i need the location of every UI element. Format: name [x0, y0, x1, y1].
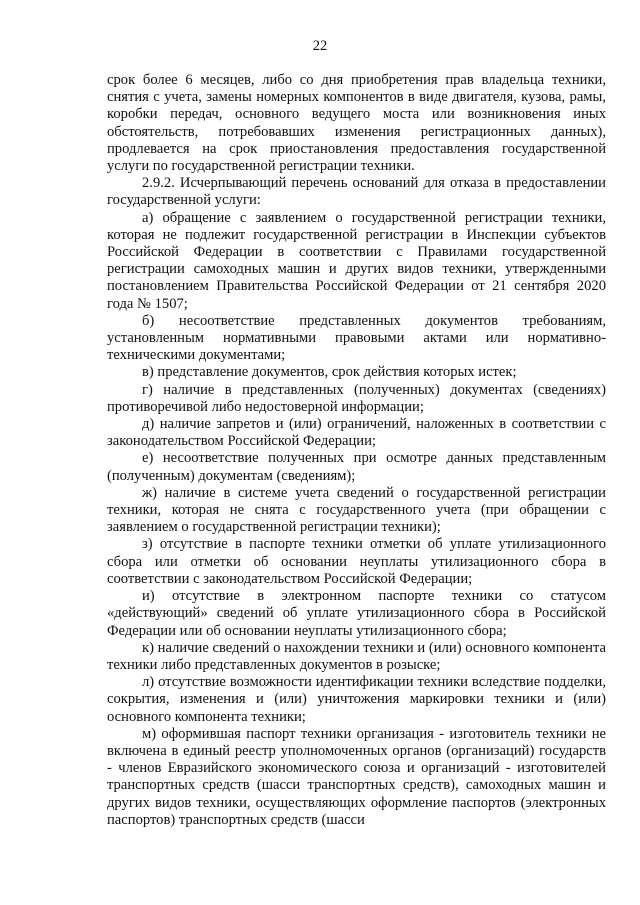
list-item-b: б) несоответствие представленных документов требованиям, установленным нормативными правовыми актами или нормативно-техническими документами;	[107, 312, 606, 364]
list-item-v: в) представление документов, срок действия которых истек;	[142, 364, 517, 381]
page-number: 22	[312, 38, 328, 54]
list-item-e: е) несоответствие полученных при осмотре данных представленным (полученным) документам (сведениям);	[107, 450, 606, 484]
list-item-zh: ж) наличие в системе учета сведений о государственной регистрации техники, которая не снята с государственного учета (при обращении с заявлением о государственной регистрации техники);	[107, 484, 606, 536]
document-body	[107, 72, 606, 829]
list-item-a: а) обращение с заявлением о государственной регистрации техники, которая не подлежит государственной регистрации в Инспекции субъектов Российской Федерации в соответствии с Правилами государственной регистрации самоходных машин и других видов техники, утвержденными постановлением Правительства Российской Федерации от 21 сентября 2020 года № 1507;	[107, 209, 606, 312]
list-item-k: к) наличие сведений о нахождении техники и (или) основного компонента техники либо представленных документов в розыске;	[107, 639, 606, 673]
list-item-m: м) оформившая паспорт техники организация - изготовитель техники не включена в единый реестр уполномоченных органов (организаций) государств - членов Евразийского экономического союза и организаций - изготовителей транспортных средств (шасси транспортных средств), самоходных машин и других видов техники, осуществляющих оформление паспортов (электронных паспортов) транспортных средств (шасси	[107, 725, 606, 828]
list-item-g: г) наличие в представленных (полученных) документах (сведениях) противоречивой либо недостоверной информации;	[107, 381, 606, 415]
paragraph-continuation: срок более 6 месяцев, либо со дня приобретения прав владельца техники, снятия с учета, замены номерных компонентов в виде двигателя, кузова, рамы, коробки передач, основного ведущего моста или возникновения иных обстоятельств, потребовавших изменения регистрационных данных), продлевается на срок приостановления предоставления государственной услуги по государственной регистрации техники.	[107, 72, 606, 175]
paragraph-2-9-2: 2.9.2. Исчерпывающий перечень оснований для отказа в предоставлении государственной услуги:	[107, 175, 606, 209]
list-item-i: и) отсутствие в электронном паспорте техники со статусом «действующий» сведений об уплате утилизационного сбора в Российской Федерации или об основании неуплаты утилизационного сбора;	[107, 588, 606, 639]
list-item-l: л) отсутствие возможности идентификации техники вследствие подделки, сокрытия, изменения и (или) уничтожения маркировки техники и (или) основного компонента техники;	[107, 674, 606, 725]
list-item-d: д) наличие запретов и (или) ограничений, наложенных в соответствии с законодательством Российской Федерации;	[107, 416, 606, 450]
list-item-z: з) отсутствие в паспорте техники отметки об уплате утилизационного сбора или отметки об основании неуплаты утилизационного сбора в соответствии с законодательством Российской Федерации;	[107, 536, 606, 587]
